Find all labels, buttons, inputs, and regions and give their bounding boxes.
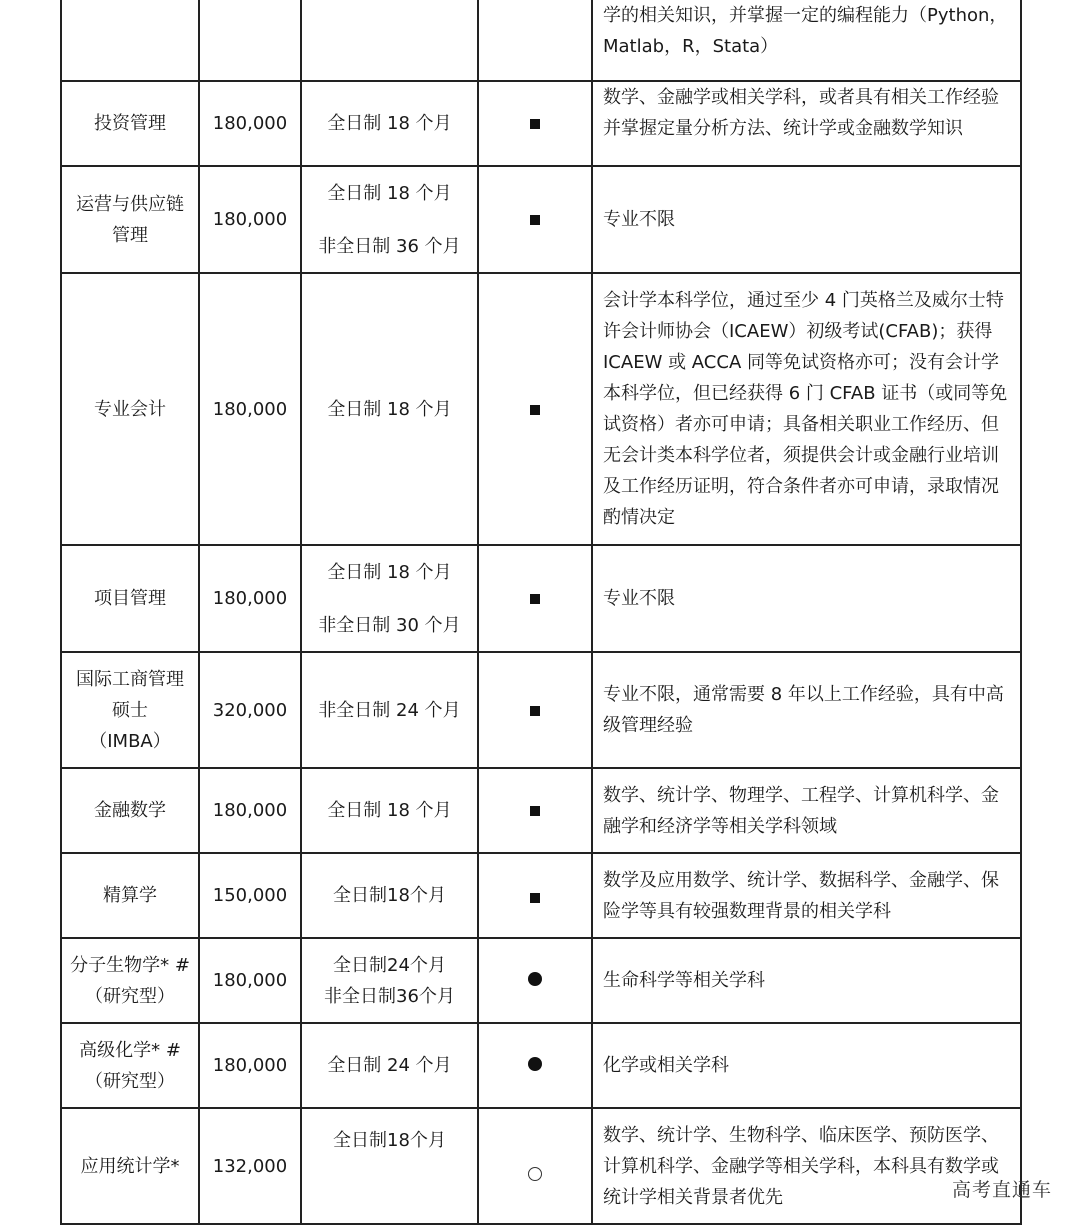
fee-cell: 180,000	[199, 938, 301, 1023]
table-row	[61, 273, 1021, 545]
mark-cell	[478, 1023, 592, 1108]
requirement-cell	[592, 166, 1021, 273]
table-row	[61, 166, 1021, 273]
duration: 全日制 18 个月	[327, 182, 452, 204]
duration-cell	[301, 0, 478, 81]
requirement-cell	[592, 273, 1021, 545]
program-name: 分子生物学* #	[70, 954, 190, 976]
requirement-line: 无会计类本科学位者，须提供会计或金融行业培训	[603, 445, 999, 466]
program-name-cell	[61, 1023, 199, 1108]
fee-cell: 180,000	[199, 1023, 301, 1108]
requirement-line: 数学、统计学、生物科学、临床医学、预防医学、	[603, 1124, 999, 1146]
requirement-line: 险学等具有较强数理背景的相关学科	[603, 900, 891, 922]
watermark: 高考直通车	[951, 1179, 1052, 1201]
program-name-cell	[61, 768, 199, 853]
filled-circle-icon	[528, 972, 542, 986]
program-name-cell	[61, 853, 199, 938]
requirement-line: 生命科学等相关学科	[603, 970, 765, 991]
requirement-line: Matlab，R，Stata）	[603, 36, 779, 57]
fee-cell: 180,000	[199, 768, 301, 853]
filled-square-icon	[530, 706, 540, 716]
mark-cell	[478, 0, 592, 81]
duration-cell	[301, 1108, 478, 1224]
requirement-line: 化学或相关学科	[603, 1055, 729, 1076]
requirement-line: 计算机科学、金融学等相关学科，本科具有数学或	[603, 1155, 999, 1177]
table-row	[61, 545, 1021, 652]
table-row	[61, 0, 1021, 81]
fee-cell: 180,000	[199, 545, 301, 652]
program-name: 应用统计学*	[80, 1155, 180, 1177]
mark-cell	[478, 81, 592, 166]
requirement-line: ICAEW 或 ACCA 同等免试资格亦可；没有会计学	[603, 352, 999, 373]
requirement-line: 数学、统计学、物理学、工程学、计算机科学、金	[603, 784, 999, 806]
mark-cell	[478, 273, 592, 545]
program-name: （研究型）	[85, 985, 175, 1007]
filled-square-icon	[530, 405, 540, 415]
filled-circle-icon	[528, 1057, 542, 1071]
fee-cell: 180,000	[199, 273, 301, 545]
requirement-line: 专业不限，通常需要 8 年以上工作经验，具有中高	[603, 684, 1004, 705]
program-name-cell	[61, 81, 199, 166]
program-name: 运营与供应链	[76, 193, 184, 215]
requirement-cell	[592, 1108, 1021, 1224]
duration: 全日制 18 个月	[327, 113, 452, 134]
program-name: （研究型）	[85, 1070, 175, 1092]
requirement-cell	[592, 1023, 1021, 1108]
requirement-cell	[592, 81, 1021, 166]
program-name: 专业会计	[94, 398, 166, 420]
duration: 非全日制36个月	[324, 985, 455, 1007]
duration-cell	[301, 652, 478, 768]
requirement-cell	[592, 652, 1021, 768]
program-name-cell	[61, 166, 199, 273]
duration: 全日制24个月	[333, 954, 446, 976]
duration: 非全日制 24 个月	[318, 699, 461, 721]
program-name-cell	[61, 1108, 199, 1224]
requirement-line: 学的相关知识，并掌握一定的编程能力（Python，	[603, 5, 1008, 26]
duration: 全日制18个月	[333, 885, 446, 906]
fee-cell: 180,000	[199, 81, 301, 166]
duration-cell	[301, 545, 478, 652]
requirement-cell	[592, 0, 1021, 81]
requirement-line: 专业不限	[603, 588, 675, 609]
program-name: 投资管理	[94, 113, 166, 134]
duration: 非全日制 30 个月	[318, 614, 461, 636]
requirement-line: 试资格）者亦可申请；具备相关职业工作经历、但	[603, 414, 999, 435]
fee-cell	[199, 0, 301, 81]
requirement-line: 统计学相关背景者优先	[603, 1186, 783, 1208]
fee-cell: 180,000	[199, 166, 301, 273]
program-name: 金融数学	[94, 800, 166, 821]
program-name: （IMBA）	[89, 730, 171, 752]
table-row	[61, 81, 1021, 166]
table-row	[61, 652, 1021, 768]
duration-cell	[301, 1023, 478, 1108]
duration: 非全日制 36 个月	[318, 235, 461, 257]
duration-cell	[301, 768, 478, 853]
duration-cell	[301, 81, 478, 166]
requirement-line: 酌情决定	[603, 507, 675, 528]
program-name: 硕士	[112, 699, 148, 721]
table-row	[61, 938, 1021, 1023]
requirement-line: 及工作经历证明，符合条件者亦可申请，录取情况	[603, 476, 999, 497]
program-name: 项目管理	[94, 588, 166, 609]
requirement-line: 数学及应用数学、统计学、数据科学、金融学、保	[603, 869, 999, 891]
requirement-line: 许会计师协会（ICAEW）初级考试(CFAB)；获得	[603, 321, 993, 342]
requirement-line: 级管理经验	[603, 715, 693, 736]
filled-square-icon	[530, 806, 540, 816]
program-name-cell	[61, 938, 199, 1023]
requirement-line: 本科学位，但已经获得 6 门 CFAB 证书（或同等免	[603, 383, 1008, 404]
mark-cell	[478, 938, 592, 1023]
requirement-line: 专业不限	[603, 209, 675, 230]
requirement-cell	[592, 853, 1021, 938]
duration: 全日制18个月	[333, 1130, 446, 1151]
duration-cell	[301, 853, 478, 938]
requirement-cell	[592, 938, 1021, 1023]
program-name-cell	[61, 652, 199, 768]
mark-cell	[478, 652, 592, 768]
duration-cell	[301, 938, 478, 1023]
duration: 全日制 18 个月	[327, 561, 452, 583]
program-name: 精算学	[103, 885, 157, 906]
duration-cell	[301, 273, 478, 545]
table-row	[61, 853, 1021, 938]
table-row	[61, 768, 1021, 853]
duration: 全日制 24 个月	[327, 1055, 452, 1076]
mark-cell	[478, 853, 592, 938]
requirement-line: 会计学本科学位，通过至少 4 门英格兰及威尔士特	[603, 290, 1004, 311]
program-table	[60, 0, 1022, 1225]
requirement-line: 数学、金融学或相关学科，或者具有相关工作经验	[603, 87, 999, 108]
fee-cell: 150,000	[199, 853, 301, 938]
fee-cell: 132,000	[199, 1108, 301, 1224]
hollow-circle-icon	[528, 1167, 542, 1181]
program-name: 管理	[112, 224, 148, 246]
fee-cell: 320,000	[199, 652, 301, 768]
filled-square-icon	[530, 594, 540, 604]
mark-cell	[478, 166, 592, 273]
filled-square-icon	[530, 119, 540, 129]
program-name-cell	[61, 0, 199, 81]
duration-cell	[301, 166, 478, 273]
table-row	[61, 1023, 1021, 1108]
requirement-line: 并掌握定量分析方法、统计学或金融数学知识	[603, 118, 963, 139]
mark-cell	[478, 1108, 592, 1224]
duration: 全日制 18 个月	[327, 800, 452, 821]
table-row	[61, 1108, 1021, 1224]
filled-square-icon	[530, 893, 540, 903]
requirement-cell	[592, 545, 1021, 652]
program-name: 高级化学* #	[79, 1039, 181, 1061]
program-name-cell	[61, 545, 199, 652]
program-name: 国际工商管理	[76, 668, 184, 690]
filled-square-icon	[530, 215, 540, 225]
program-name-cell	[61, 273, 199, 545]
mark-cell	[478, 768, 592, 853]
requirement-line: 融学和经济学等相关学科领域	[603, 815, 837, 837]
mark-cell	[478, 545, 592, 652]
requirement-cell	[592, 768, 1021, 853]
duration: 全日制 18 个月	[327, 398, 452, 420]
